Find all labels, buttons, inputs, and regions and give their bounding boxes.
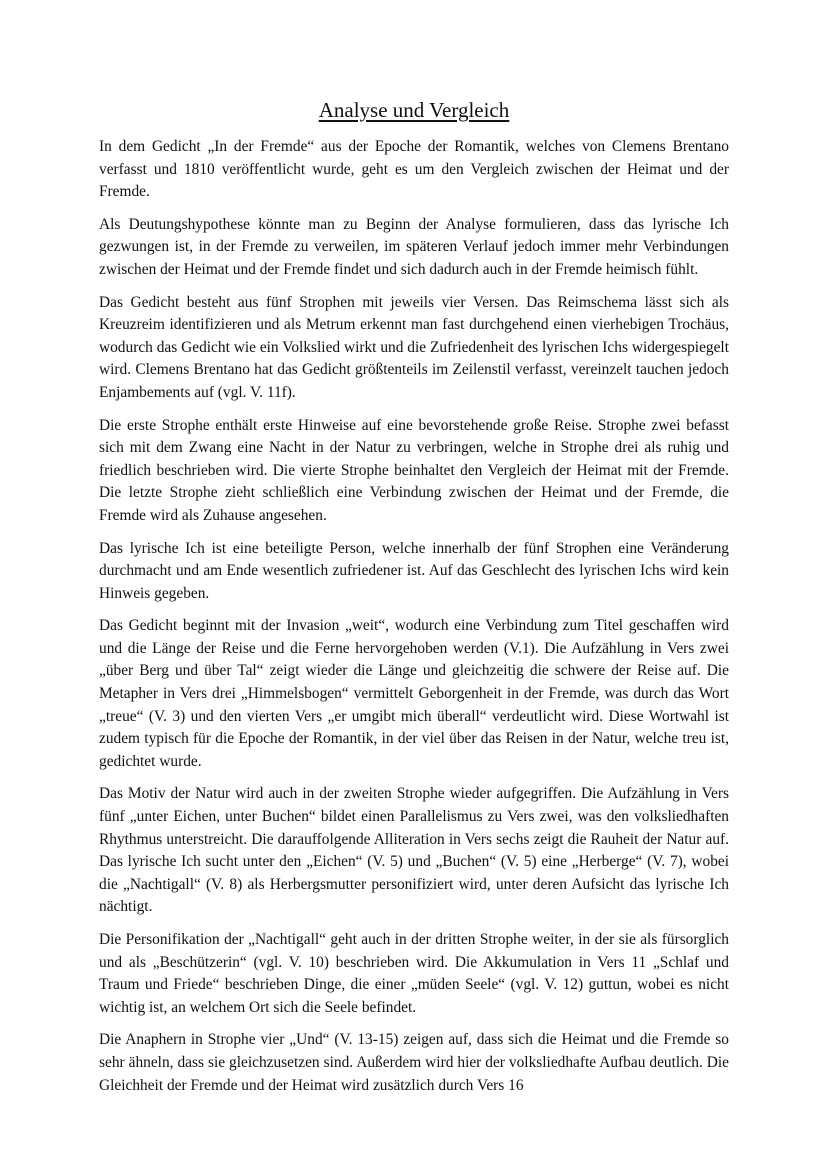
paragraph-stanza-four: Die Anaphern in Strophe vier „Und“ (V. 13-15) zeigen auf, dass sich die Heimat und die Fremde so sehr ähneln, dass sie gleichzusetzen sind. Außerdem wird hier der volksliedhafte Aufbau deutlich. Die Gleichheit der Fremde und der Heimat wird zusätzlich durch Vers 16 xyxy=(99,1031,729,1094)
paragraph-introduction: In dem Gedicht „In der Fremde“ aus der Epoche der Romantik, welches von Clemens Brentano verfasst und 1810 veröffentlicht wurde, geht es um den Vergleich zwischen der Heimat und der Fremde. xyxy=(99,138,729,201)
paragraph-hypothesis: Als Deutungshypothese könnte man zu Beginn der Analyse formulieren, dass das lyrische Ich gezwungen ist, in der Fremde zu verweilen, im späteren Verlauf jedoch immer mehr Verbindungen zwischen der Heimat und der Fremde findet und sich dadurch auch in der Fremde heimisch fühlt. xyxy=(99,215,729,278)
paragraph-stanza-three: Die Personifikation der „Nachtigall“ geht auch in der dritten Strophe weiter, in der sie als fürsorglich und als „Beschützerin“ (vgl. V. 10) beschrieben wird. Die Akkumulation in Vers 11 „Schlaf und Traum und Friede“ beschrieben Dinge, die einer „müden Seele“ (vgl. V. 12) guttun, wobei es nicht wichtig ist, an welchem Ort sich die Seele befindet. xyxy=(99,931,729,1016)
paragraph-form: Das Gedicht besteht aus fünf Strophen mit jeweils vier Versen. Das Reimschema lässt sich als Kreuzreim identifizieren und als Metrum erkennt man fast durchgehend einen vierhebigen Trochäus, wodurch das Gedicht wie ein Volkslied wirkt und die Zufriedenheit des lyrischen Ichs widergespiegelt wird. Clemens Brentano hat das Gedicht größtenteils im Zeilenstil verfasst, vereinzelt tauchen jedoch Enjambements auf (vgl. V. 11f). xyxy=(99,293,729,401)
paragraph-stanza-one: Das Gedicht beginnt mit der Invasion „weit“, wodurch eine Verbindung zum Titel geschaffen wird und die Länge der Reise und die Ferne hervorgehoben werden (V.1). Die Aufzählung in Vers zwei „über Berg und über Tal“ zeigt wieder die Länge und gleichzeitig die schwere der Reise auf. Die Metapher in Vers drei „Himmelsbogen“ vermittelt Geborgenheit in der Fremde, was durch das Wort „treue“ (V. 3) und den vierten Vers „er umgibt mich überall“ verdeutlicht wird. Diese Wortwahl ist zudem typisch für die Epoche der Romantik, in der viel über das Reisen in der Natur, welche treu ist, gedichtet wurde. xyxy=(99,617,729,770)
paragraph-stanza-overview: Die erste Strophe enthält erste Hinweise auf eine bevorstehende große Reise. Strophe zwei befasst sich mit dem Zwang eine Nacht in der Natur zu verbringen, welche in Strophe drei als ruhig und friedlich beschrieben wird. Die vierte Strophe beinhaltet den Vergleich der Heimat mit der Fremde. Die letzte Strophe zieht schließlich eine Verbindung zwischen der Heimat und der Fremde, die Fremde wird als Zuhause angesehen. xyxy=(99,416,729,524)
page-title: Analyse und Vergleich xyxy=(318,98,510,122)
document-page xyxy=(99,96,729,1107)
paragraph-lyrical-i: Das lyrische Ich ist eine beteiligte Person, welche innerhalb der fünf Strophen eine Veränderung durchmacht und am Ende wesentlich zufriedener ist. Auf das Geschlecht des lyrischen Ichs wird kein Hinweis gegeben. xyxy=(99,539,729,602)
paragraph-stanza-two: Das Motiv der Natur wird auch in der zweiten Strophe wieder aufgegriffen. Die Aufzählung in Vers fünf „unter Eichen, unter Buchen“ bildet einen Parallelismus zu Vers zwei, was den volksliedhaften Rhythmus unterstreicht. Die darauffolgende Alliteration in Vers sechs zeigt die Rauheit der Natur auf. Das lyrische Ich sucht unter den „Eichen“ (V. 5) und „Buchen“ (V. 5) eine „Herberge“ (V. 7), wobei die „Nachtigall“ (V. 8) als Herbergsmutter personifiziert wird, unter deren Aufsicht das lyrische Ich nächtigt. xyxy=(99,785,729,916)
